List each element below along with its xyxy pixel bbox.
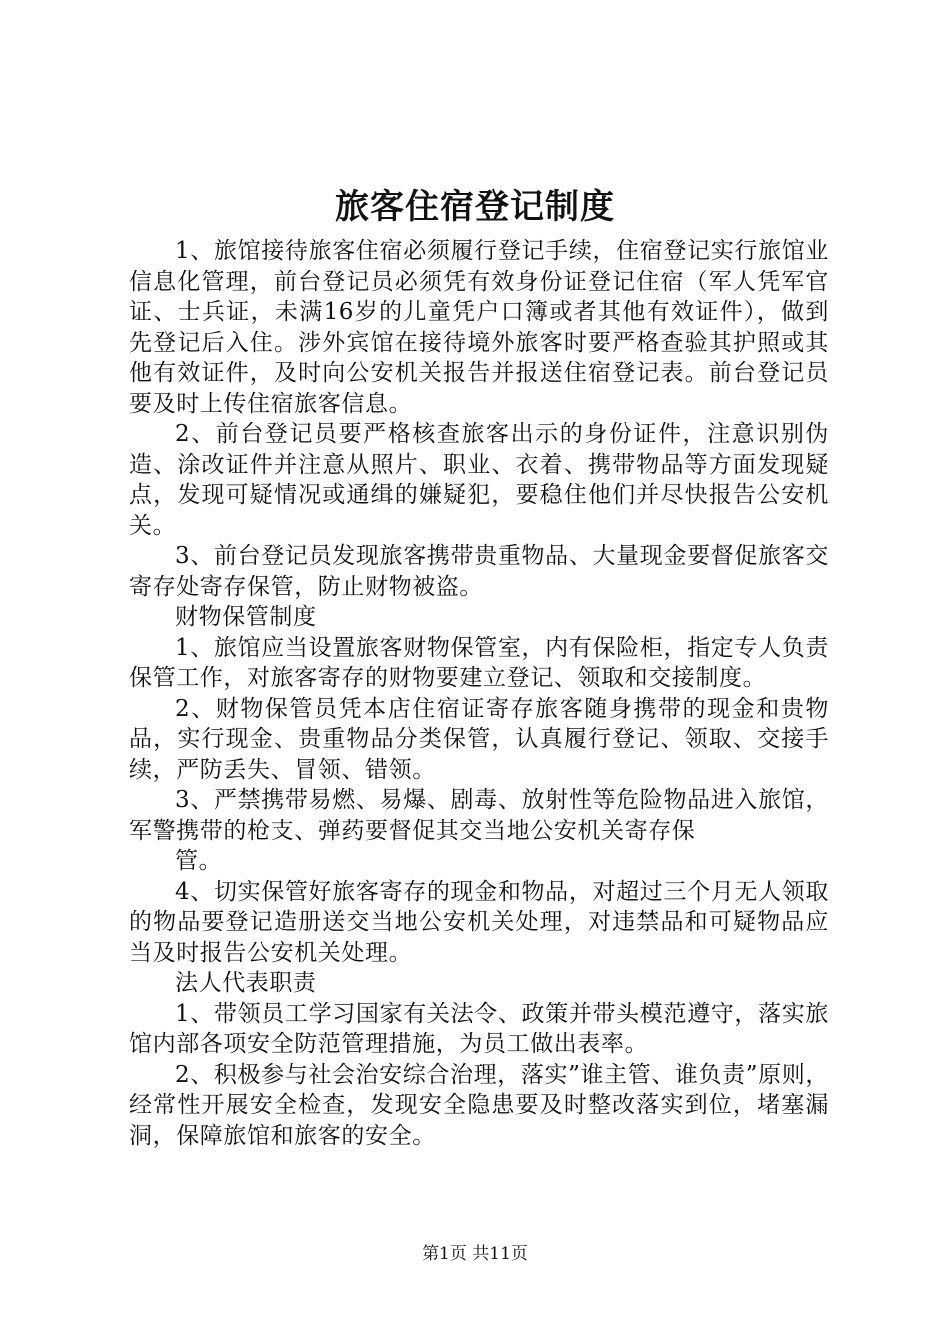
paragraph-property-3: 3、严禁携带易燃、易爆、剧毒、放射性等危险物品进入旅馆，军警携带的枪支、弹药要督促其交当地公安机关寄存保 (129, 787, 829, 844)
paragraph-registration-2: 2、前台登记员要严格核查旅客出示的身份证件，注意识别伪造、涂改证件并注意从照片、职业、衣着、携带物品等方面发现疑点，发现可疑情况或通缉的嫌疑犯，要稳住他们并尽快报告公安机关。 (129, 421, 829, 539)
document-body (129, 236, 829, 1151)
document-title: 旅客住宿登记制度 (335, 187, 615, 227)
paragraph-registration-3: 3、前台登记员发现旅客携带贵重物品、大量现金要督促旅客交寄存处寄存保管，防止财物被盗。 (129, 543, 829, 600)
paragraph-property-3-continued: 管。 (175, 848, 223, 874)
paragraph-registration-1: 1、旅馆接待旅客住宿必须履行登记手续，住宿登记实行旅馆业信息化管理，前台登记员必须凭有效身份证登记住宿（军人凭军官证、士兵证，未满16岁的儿童凭户口簿或者其他有效证件），做到先登记后入住。涉外宾馆在接待境外旅客时要严格查验其护照或其他有效证件，及时向公安机关报告并报送住宿登记表。前台登记员要及时上传住宿旅客信息。 (129, 238, 829, 417)
paragraph-legal-rep-2: 2、积极参与社会治安综合治理，落实”谁主管、谁负责”原则，经常性开展安全检查，发现安全隐患要及时整改落实到位，堵塞漏洞，保障旅馆和旅客的安全。 (129, 1061, 829, 1149)
page-number-footer: 第1页 共11页 (422, 1244, 528, 1264)
section-heading-property: 财物保管制度 (175, 604, 317, 630)
section-heading-legal-rep: 法人代表职责 (175, 970, 317, 996)
paragraph-property-1: 1、旅馆应当设置旅客财物保管室，内有保险柜，指定专人负责保管工作，对旅客寄存的财物要建立登记、领取和交接制度。 (129, 634, 829, 691)
paragraph-property-2: 2、财物保管员凭本店住宿证寄存旅客随身携带的现金和贵物品，实行现金、贵重物品分类保管，认真履行登记、领取、交接手续，严防丢失、冒领、错领。 (129, 695, 829, 783)
paragraph-property-4: 4、切实保管好旅客寄存的现金和物品，对超过三个月无人领取的物品要登记造册送交当地公安机关处理，对违禁品和可疑物品应当及时报告公安机关处理。 (129, 878, 829, 966)
paragraph-legal-rep-1: 1、带领员工学习国家有关法令、政策并带头模范遵守，落实旅馆内部各项安全防范管理措施，为员工做出表率。 (129, 1000, 829, 1057)
